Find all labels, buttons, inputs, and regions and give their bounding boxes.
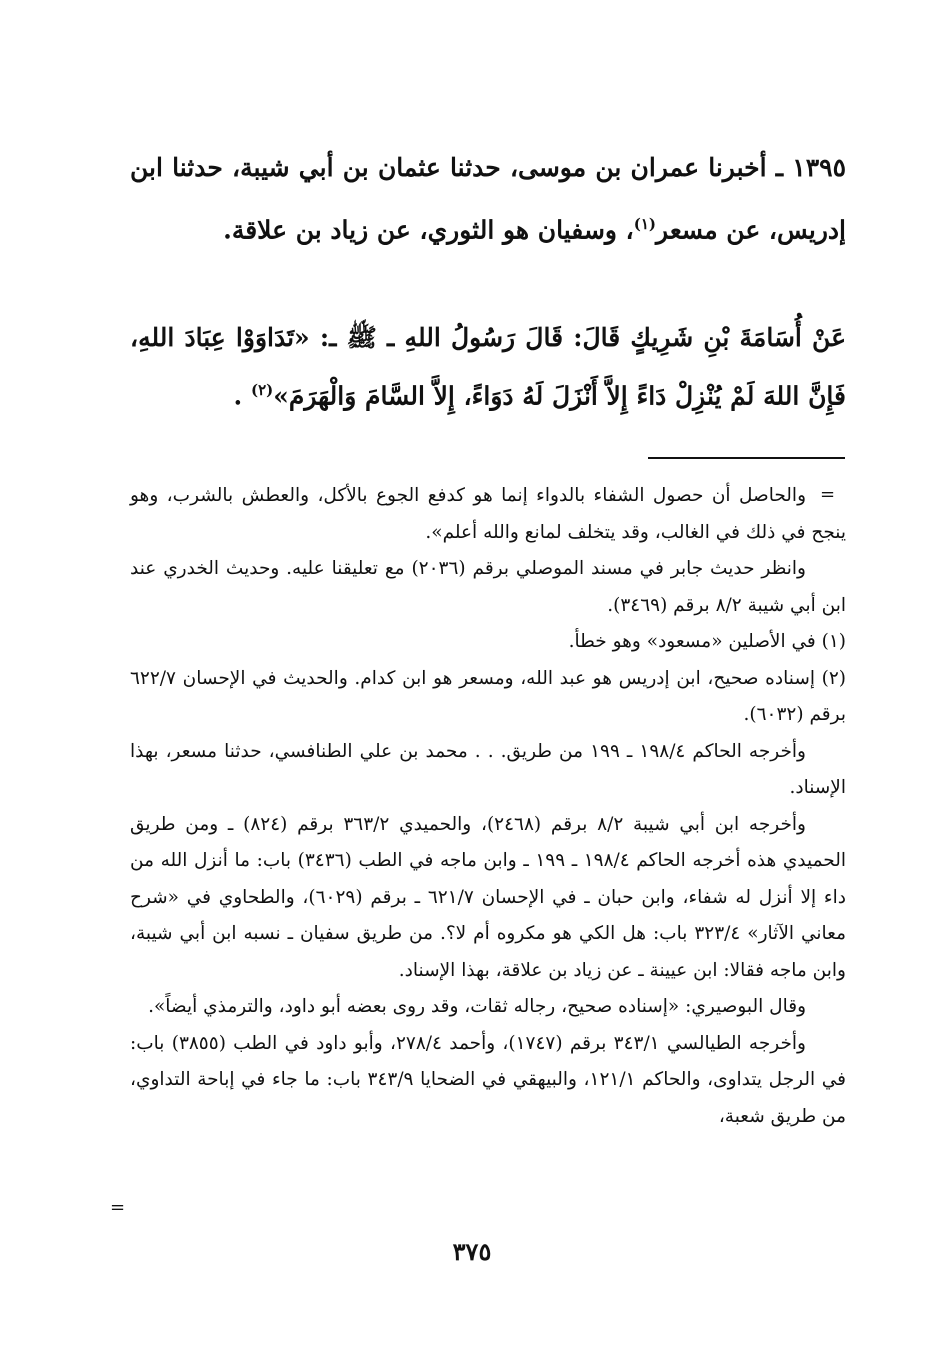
footnote-divider (648, 457, 845, 459)
page-number: ٣٧٥ (452, 1237, 492, 1266)
hadith-matn (130, 312, 846, 422)
matn-footnote-ref: (٢) (250, 381, 274, 399)
isnad-text-cont: ، وسفيان هو الثوري، عن زياد بن علاقة. (223, 215, 634, 245)
footnote-2-paragraph-d: وقال البوصيري: «إسناده صحيح، رجاله ثقات، وقد روى بعضه أبو داود، والترمذي أيضاً». (148, 996, 806, 1017)
footnote-prev-continuation-2: وانظر حديث جابر في مسند الموصلي برقم (٢٠٣٦) مع تعليقنا عليه. وحديث الخدري عند ابن أبي شيبة ٨/٢ برقم (٣٤٦٩). (130, 558, 846, 616)
footnote-prev-continuation-1: والحاصل أن حصول الشفاء بالدواء إنما هو كدفع الجوع بالأكل، والعطش بالشرب، وهو ينجح في ذلك في الغالب، وقد يتخلف لمانع والله أعلم». (130, 485, 846, 543)
isnad-text: ١٣٩٥ ـ أخبرنا عمران بن موسى، حدثنا عثمان بن أبي شيبة، حدثنا ابن إدريس، عن مسعر (130, 153, 846, 245)
footnote-2-paragraph-c: وأخرجه ابن أبي شيبة ٨/٢ برقم (٢٤٦٨)، والحميدي ٣٦٣/٢ برقم (٨٢٤) ـ ومن طريق الحميدي هذه أخرجه الحاكم ١٩٨/٤ ـ ١٩٩ ـ وابن ماجه في الطب (٣٤٣٦) باب: ما أنزل الله من داء إلا أنزل له شفاء، وابن حبان ـ في الإحسان ٦٢١/٧ ـ برقم (٦٠٢٩)، والطحاوي في «شرح معاني الآثار» ٣٢٣/٤ باب: هل الكي هو مكروه أم لا؟. من طريق سفيان ـ نسبه ابن أبي شيبة، وابن ماجه فقالا: ابن عيينة ـ عن زياد بن علاقة، بهذا الإسناد. (130, 813, 847, 981)
continuation-mark-bottom: = (110, 1197, 126, 1218)
footnote-1: (١) في الأصلين «مسعود» وهو خطأ. (568, 631, 846, 652)
hadith-isnad (130, 140, 846, 258)
matn-text: عَنْ أُسَامَةَ بْنِ شَرِيكٍ قَالَ: قَالَ رَسُولُ اللهِ ـ ﷺ ـ: «تَدَاوَوْا عِبَادَ اللهِ، فَإِنَّ اللهَ لَمْ يُنْزِلْ دَاءً إِلاَّ أَنْزَلَ لَهُ دَوَاءً، إِلاَّ السَّامَ وَالْهَرَمَ» (130, 323, 846, 411)
footnote-2-paragraph-b: وأخرجه الحاكم ١٩٨/٤ ـ ١٩٩ من طريق. . . محمد بن علي الطنافسي، حدثنا مسعر، بهذا الإسناد. (130, 740, 846, 798)
footnote-2-paragraph-e: وأخرجه الطيالسي ٣٤٣/١ برقم (١٧٤٧)، وأحمد ٢٧٨/٤، وأبو داود في الطب (٣٨٥٥) باب: في الرجل يتداوى، والحاكم ١٢١/١، والبيهقي في الضحايا ٣٤٣/٩ باب: ما جاء في إباحة التداوي، من طريق شعبة، (130, 1032, 846, 1127)
matn-end: . (233, 381, 251, 411)
continuation-mark-top: = (820, 484, 836, 505)
footnote-2: (٢) إسناده صحيح، ابن إدريس هو عبد الله، ومسعر هو ابن كدام. والحديث في الإحسان ٦٢٢/٧ برقم (٦٠٣٢). (130, 667, 846, 725)
footnotes-section (130, 478, 846, 1135)
isnad-footnote-ref: (١) (633, 215, 657, 233)
